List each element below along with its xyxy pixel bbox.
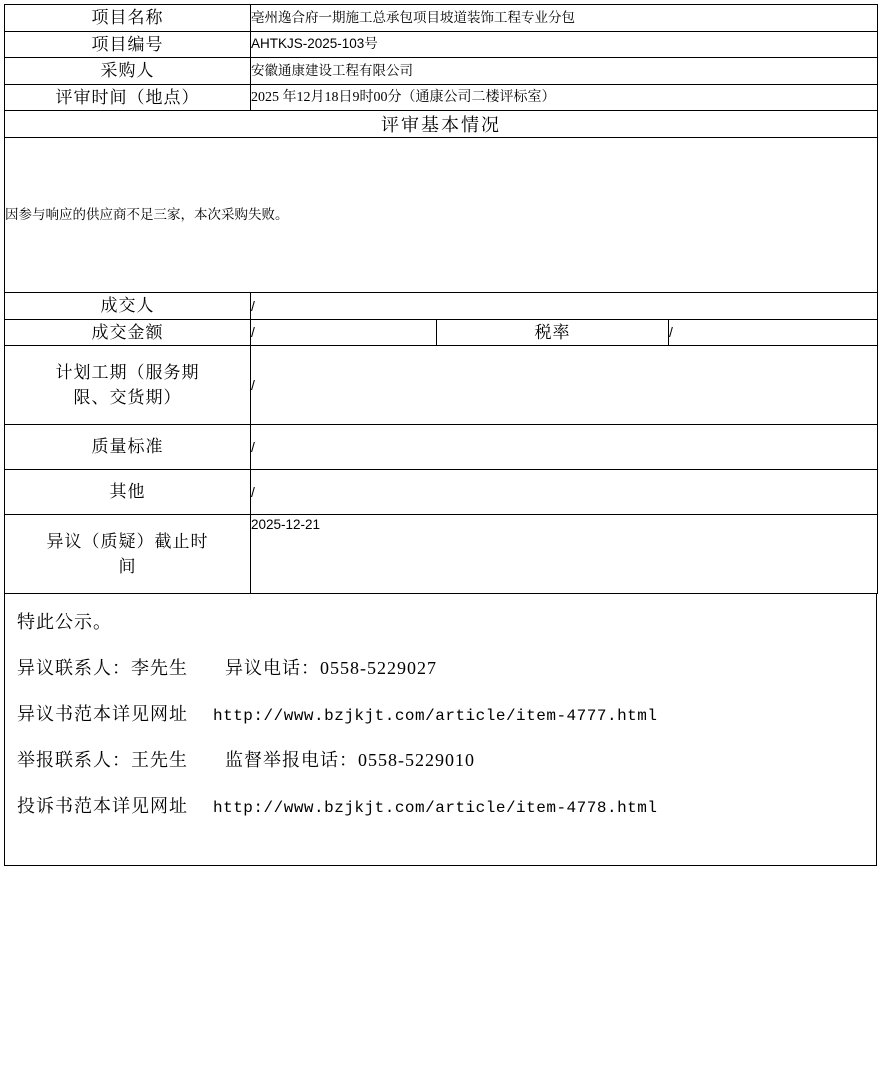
- complaint-doc-label: 投诉书范本详见网址: [17, 796, 188, 816]
- review-summary-title: 评审基本情况: [5, 111, 878, 138]
- result-announcement-table: [4, 4, 878, 594]
- document-page: [0, 4, 881, 1066]
- project-name-label: 项目名称: [5, 5, 251, 32]
- complaint-doc-line: [17, 792, 866, 818]
- review-summary-body: 因参与响应的供应商不足三家，本次采购失败。: [5, 138, 878, 293]
- project-name-value: 亳州逸合府一期施工总承包项目坡道装饰工程专业分包: [251, 5, 878, 32]
- duration-label: [5, 346, 251, 425]
- report-phone-label: 监督举报电话：0558-5229010: [225, 750, 475, 770]
- amount-label: 成交金额: [5, 319, 251, 346]
- other-value: /: [251, 470, 878, 515]
- other-label: 其他: [5, 470, 251, 515]
- duration-value: /: [251, 346, 878, 425]
- objection-doc-line: [17, 700, 866, 726]
- objection-deadline-label: [5, 515, 251, 594]
- table-row: [5, 58, 878, 85]
- table-row: [5, 111, 878, 138]
- duration-label-line1: 计划工期（服务期: [55, 362, 200, 382]
- objection-doc-url[interactable]: http://www.bzjkjt.com/article/item-4777.html: [213, 707, 658, 725]
- winner-label: 成交人: [5, 293, 251, 320]
- objection-contact-line: [17, 654, 866, 680]
- tax-rate-label: 税率: [437, 319, 669, 346]
- objection-deadline-value: 2025-12-21: [251, 515, 878, 594]
- objection-deadline-label-line1: 异议（质疑）截止时: [46, 531, 209, 551]
- table-row: [5, 470, 878, 515]
- project-number-label: 项目编号: [5, 31, 251, 58]
- objection-contact-label: 异议联系人：李先生: [17, 658, 188, 678]
- project-number-value: AHTKJS-2025-103号: [251, 31, 878, 58]
- table-row: [5, 84, 878, 111]
- table-row: [5, 293, 878, 320]
- objection-deadline-label-line2: 间: [118, 557, 137, 576]
- notes-section: [4, 594, 877, 866]
- table-row: [5, 515, 878, 594]
- quality-standard-value: /: [251, 425, 878, 470]
- complaint-doc-url[interactable]: http://www.bzjkjt.com/article/item-4778.html: [213, 799, 658, 817]
- purchaser-label: 采购人: [5, 58, 251, 85]
- amount-value: /: [251, 319, 437, 346]
- objection-doc-label: 异议书范本详见网址: [17, 704, 188, 724]
- duration-label-line2: 限、交货期）: [73, 388, 182, 407]
- review-time-label: 评审时间（地点）: [5, 84, 251, 111]
- tax-rate-value: /: [669, 319, 878, 346]
- table-row: [5, 138, 878, 293]
- quality-standard-label: 质量标准: [5, 425, 251, 470]
- table-row: [5, 319, 878, 346]
- objection-phone-label: 异议电话：0558-5229027: [225, 658, 437, 678]
- purchaser-value: 安徽通康建设工程有限公司: [251, 58, 878, 85]
- table-row: [5, 425, 878, 470]
- review-time-value: 2025 年12月18日9时00分（通康公司二楼评标室）: [251, 84, 878, 111]
- table-row: [5, 31, 878, 58]
- winner-value: /: [251, 293, 878, 320]
- table-row: [5, 346, 878, 425]
- report-contact-line: [17, 746, 866, 772]
- announcement-line: 特此公示。: [17, 612, 112, 632]
- report-contact-label: 举报联系人：王先生: [17, 750, 188, 770]
- table-row: [5, 5, 878, 32]
